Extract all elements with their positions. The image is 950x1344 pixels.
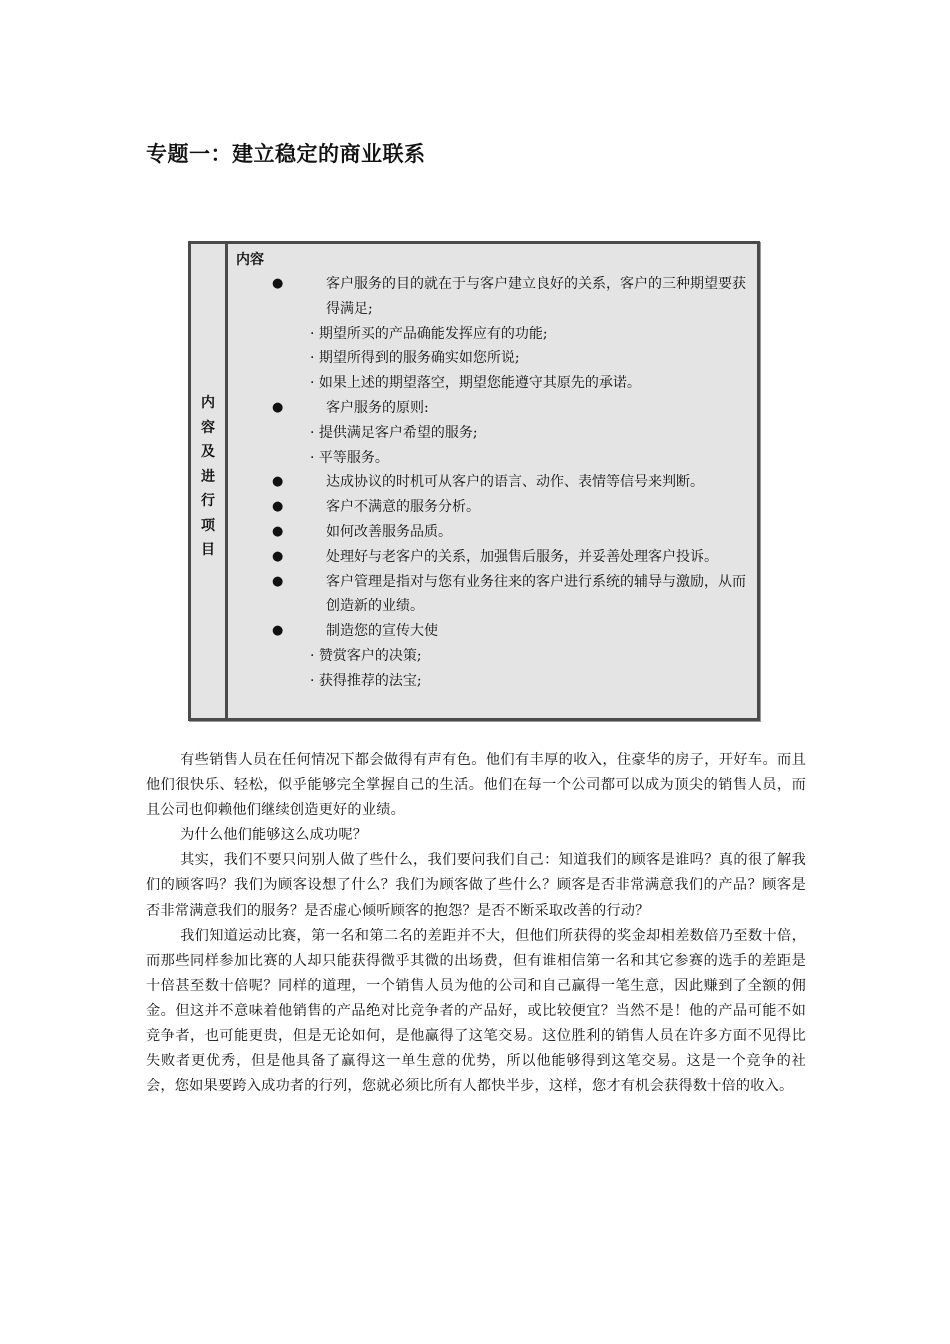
- sub-item: · 如果上述的期望落空，期望您能遵守其原先的承诺。: [310, 375, 641, 392]
- body-paragraph: 有些销售人员在任何情况下都会做得有声有色。他们有丰厚的收入，住豪华的房子，开好车。而且他们很快乐、轻松，似乎能够完全掌握自己的生活。他们在每一个公司都可以成为顶尖的销售人员，而且公司也仰赖他们继续创造更好的业绩。: [146, 752, 806, 819]
- bullet-icon: ●: [272, 499, 284, 515]
- sub-item: · 赞赏客户的决策;: [310, 647, 422, 664]
- bullet-icon: ●: [272, 276, 284, 291]
- body-text: [146, 748, 806, 1099]
- bullet-text: 达成协议的时机可从客户的语言、动作、表情等信号来判断。: [326, 474, 704, 491]
- bullet-icon: ●: [272, 474, 284, 490]
- row-label: [201, 391, 215, 563]
- body-paragraph: 我们知道运动比赛，第一名和第二名的差距并不大，但他们所获得的奖金却相差数倍乃至数十倍，而那些同样参加比赛的人却只能获得微乎其微的出场费，但有谁相信第一名和其它参赛的选手的差距是十倍甚至数十倍呢？同样的道理，一个销售人员为他的公司和自己赢得一笔生意，因此赚到了全额的佣金。但这并不意味着他销售的产品绝对比竞争者的产品好，或比较便宜？当然不是！他的产品可能不如竞争者，也可能更贵，但是无论如何，是他赢得了这笔交易。这位胜利的销售人员在许多方面不见得比失败者更优秀，但是他具备了赢得这一单生意的优势，所以他能够得到这笔交易。这是一个竞争的社会，您如果要跨入成功者的行列，您就必须比所有人都快半步，这样，您才有机会获得数十倍的收入。: [146, 927, 806, 1095]
- bullet-text: 如何改善服务品质。: [326, 523, 452, 540]
- row-label-char: 目: [201, 542, 215, 559]
- bullet-text: 客户服务的原则:: [326, 399, 429, 416]
- bullet-icon: ●: [272, 399, 284, 415]
- bullet-text: 客户管理是指对与您有业务往来的客户进行系统的辅导与激励，从而创造新的业绩。: [326, 573, 746, 615]
- row-label-char: 容: [201, 419, 215, 436]
- bullet-item: [236, 272, 749, 322]
- bullet-item: [236, 495, 749, 520]
- bullet-item: [236, 570, 749, 620]
- column-header: 内容: [236, 252, 264, 268]
- row-label-char: 进: [201, 468, 215, 485]
- row-label-char: 行: [201, 493, 215, 510]
- row-label-column: [191, 244, 228, 718]
- bullet-item: [236, 545, 749, 570]
- page-title: 专题一：建立稳定的商业联系: [146, 142, 426, 166]
- body-paragraph: 为什么他们能够这么成功呢？: [180, 827, 368, 844]
- row-label-char: 内: [201, 394, 215, 411]
- content-table: [188, 241, 760, 721]
- sub-item: · 平等服务。: [310, 449, 389, 466]
- bullet-item: [236, 396, 749, 421]
- bullet-text: 制造您的宣传大使: [326, 623, 438, 640]
- body-paragraph: 其实，我们不要只问别人做了些什么，我们要问我们自己：知道我们的顾客是谁吗？真的很了解我们的顾客吗？我们为顾客设想了什么？我们为顾客做了些什么？顾客是否非常满意我们的产品？顾客是否非常满意我们的服务？是否虚心倾听顾客的抱怨？是否不断采取改善的行动？: [146, 852, 806, 919]
- bullet-item: [236, 520, 749, 545]
- bullet-item: [236, 619, 749, 644]
- bullet-text: 客户不满意的服务分析。: [326, 499, 480, 516]
- sub-item: · 期望所得到的服务确实如您所说;: [310, 350, 520, 367]
- bullet-text: 处理好与老客户的关系，加强售后服务，并妥善处理客户投诉。: [326, 548, 718, 565]
- row-label-char: 项: [201, 517, 215, 534]
- bullet-icon: ●: [272, 548, 284, 564]
- bullet-icon: ●: [272, 523, 284, 539]
- row-label-char: 及: [201, 444, 215, 461]
- sub-item: · 获得推荐的法宝;: [310, 672, 422, 689]
- content-column: [228, 244, 757, 718]
- bullet-icon: ●: [272, 623, 284, 639]
- sub-item: · 期望所买的产品确能发挥应有的功能;: [310, 325, 548, 342]
- bullet-item: [236, 470, 749, 495]
- sub-item: · 提供满足客户希望的服务;: [310, 424, 478, 441]
- bullet-icon: ●: [272, 573, 284, 589]
- bullet-text: 客户服务的目的就在于与客户建立良好的关系，客户的三种期望要获得满足;: [326, 276, 746, 317]
